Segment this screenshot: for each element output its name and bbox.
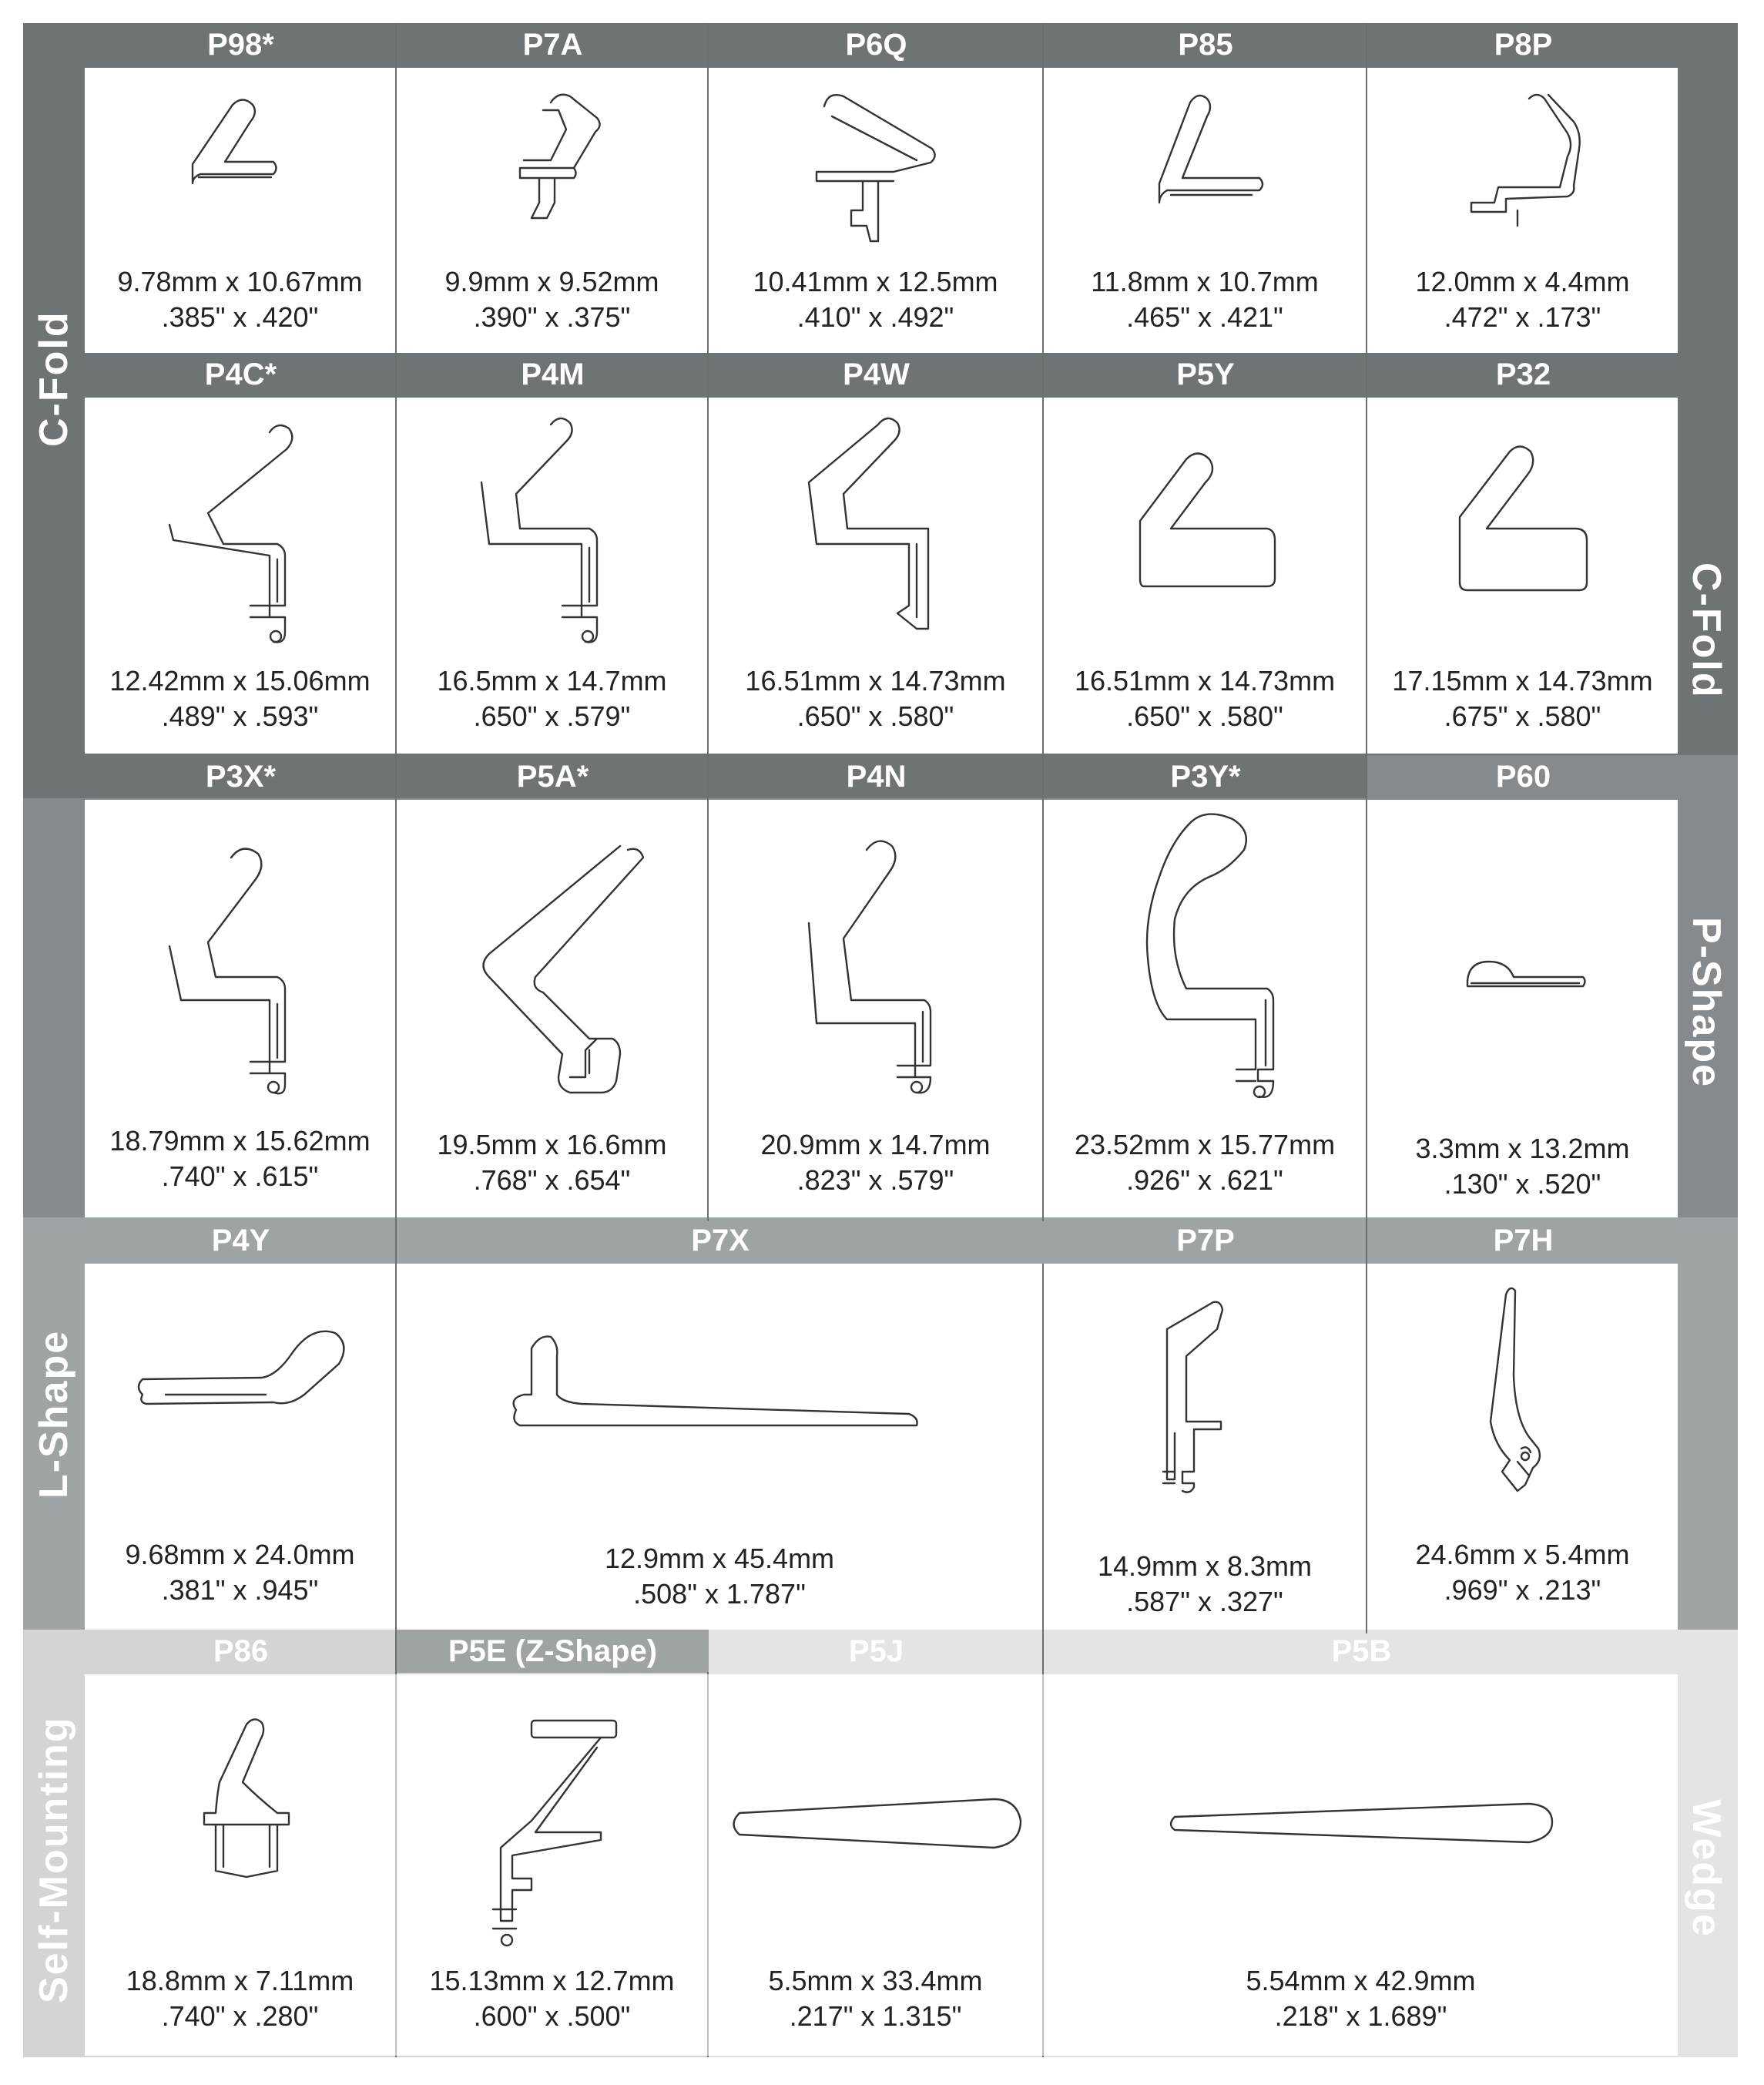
dims-p4n	[709, 1127, 1042, 1198]
cell-p85[interactable]	[1044, 68, 1366, 353]
dims-p5y	[1044, 663, 1366, 734]
divider	[1042, 1674, 1044, 2056]
header-p4m: P4M	[521, 358, 585, 391]
dims-mm: 3.3mm x 13.2mm	[1415, 1133, 1630, 1164]
dims-mm: 9.9mm x 9.52mm	[444, 266, 659, 297]
dims-inch: .410" x .492"	[796, 301, 954, 333]
profile-p98	[185, 91, 300, 191]
profile-p86	[193, 1709, 300, 1909]
header-p98: P98*	[207, 28, 274, 62]
dims-inch: .587" x .327"	[1126, 1586, 1283, 1617]
dims-mm: 11.8mm x 10.7mm	[1091, 266, 1319, 297]
dims-mm: 16.51mm x 14.73mm	[745, 665, 1006, 697]
dims-mm: 16.5mm x 14.7mm	[437, 665, 667, 697]
dims-inch: .823" x .579"	[796, 1164, 954, 1196]
dims-p4m	[397, 663, 707, 734]
dims-p5b	[1044, 1963, 1678, 2034]
section-label-wedge: Wedge	[1684, 1799, 1729, 1938]
dims-mm: 17.15mm x 14.73mm	[1392, 665, 1653, 697]
dims-inch: .130" x .520"	[1444, 1168, 1601, 1200]
dims-mm: 5.5mm x 33.4mm	[768, 1965, 983, 1996]
cell-p4c[interactable]	[85, 398, 395, 754]
dims-p8p	[1367, 264, 1678, 335]
header-p3y: P3Y*	[1170, 760, 1241, 794]
cell-p7a[interactable]	[397, 68, 707, 353]
section-label-selfmount: Self-Mounting	[32, 1716, 76, 2003]
profile-p5b	[1159, 1790, 1568, 1859]
header-p4w: P4W	[843, 358, 910, 391]
cell-p5j[interactable]	[709, 1674, 1042, 2056]
dims-p4c	[85, 663, 395, 734]
header-p8p: P8P	[1494, 28, 1553, 62]
cell-p8p[interactable]	[1367, 68, 1678, 353]
profile-p5a	[474, 842, 651, 1104]
profile-p4n	[801, 834, 971, 1096]
cell-p4n[interactable]	[709, 800, 1042, 1217]
divider	[1366, 23, 1367, 1633]
dims-mm: 14.9mm x 8.3mm	[1097, 1550, 1313, 1582]
dims-inch: .472" x .173"	[1444, 301, 1601, 333]
dims-p7p	[1044, 1549, 1366, 1620]
dims-p5e	[397, 1963, 707, 2034]
header-p5y: P5Y	[1176, 358, 1235, 391]
dims-mm: 15.13mm x 12.7mm	[429, 1965, 675, 1996]
header-p7x: P7X	[691, 1224, 750, 1257]
section-label-cfold-left: C-Fold	[32, 311, 76, 447]
cell-p7h[interactable]	[1367, 1264, 1678, 1630]
cell-p5y[interactable]	[1044, 398, 1366, 754]
dims-mm: 12.42mm x 15.06mm	[109, 665, 371, 697]
profile-p3y	[1128, 804, 1298, 1112]
cell-p3y[interactable]	[1044, 800, 1366, 1217]
divider	[707, 1674, 709, 2056]
header-p5e: P5E (Z-Shape)	[448, 1634, 658, 1668]
header-p5a: P5A*	[516, 760, 589, 794]
dims-p3y	[1044, 1127, 1366, 1198]
divider	[707, 23, 709, 1221]
cell-p5a[interactable]	[397, 800, 707, 1217]
dims-inch: .508" x 1.787"	[633, 1578, 806, 1610]
header-p86: P86	[213, 1634, 269, 1668]
cell-p4y[interactable]	[85, 1264, 395, 1630]
dims-p5a	[397, 1127, 707, 1198]
profile-p6q	[809, 87, 947, 241]
dims-p5j	[709, 1963, 1042, 2034]
dims-mm: 23.52mm x 15.77mm	[1074, 1129, 1336, 1160]
dims-inch: .218" x 1.689"	[1274, 2000, 1447, 2032]
dims-inch: .675" x .580"	[1444, 700, 1601, 732]
dims-inch: .381" x .945"	[161, 1574, 319, 1606]
profile-p7x	[497, 1325, 928, 1425]
profile-p7h	[1483, 1283, 1560, 1514]
profile-p5e	[485, 1717, 624, 1956]
header-p6q: P6Q	[845, 28, 907, 62]
cell-p5e[interactable]	[397, 1674, 707, 2056]
dims-mm: 19.5mm x 16.6mm	[437, 1129, 667, 1160]
dims-inch: .740" x .615"	[161, 1160, 319, 1192]
dims-inch: .768" x .654"	[473, 1164, 631, 1196]
dims-inch: .969" x .213"	[1444, 1574, 1601, 1606]
dims-mm: 20.9mm x 14.7mm	[760, 1129, 991, 1160]
cell-p6q[interactable]	[709, 68, 1042, 353]
header-p5b: P5B	[1331, 1634, 1392, 1668]
cell-p3x[interactable]	[85, 800, 395, 1217]
dims-p7x	[397, 1541, 1042, 1612]
dims-inch: .600" x .500"	[473, 2000, 631, 2032]
dims-p60	[1367, 1131, 1678, 1202]
section-label-pshape: P-Shape	[1684, 917, 1729, 1089]
dims-mm: 18.8mm x 7.11mm	[126, 1965, 354, 1996]
cell-p7x[interactable]	[397, 1264, 1042, 1630]
dims-mm: 10.41mm x 12.5mm	[753, 266, 998, 297]
dims-inch: .489" x .593"	[161, 700, 319, 732]
divider	[1042, 23, 1044, 1221]
dims-mm: 12.0mm x 4.4mm	[1415, 266, 1630, 297]
cell-p86[interactable]	[85, 1674, 395, 2056]
profile-p4y	[131, 1310, 362, 1410]
dims-p6q	[709, 264, 1042, 335]
cell-p4m[interactable]	[397, 398, 707, 754]
dims-inch: .385" x .420"	[161, 301, 319, 333]
dims-p4w	[709, 663, 1042, 734]
profile-p85	[1152, 87, 1267, 210]
cell-p60[interactable]	[1367, 800, 1678, 1217]
dims-inch: .217" x 1.315"	[789, 2000, 962, 2032]
dims-inch: .650" x .580"	[796, 700, 954, 732]
dims-p3x	[85, 1123, 395, 1194]
dims-mm: 9.78mm x 10.67mm	[117, 266, 363, 297]
header-p3x: P3X*	[205, 760, 277, 794]
profile-p4m	[474, 409, 643, 656]
dims-p98	[85, 264, 395, 335]
dims-inch: .650" x .580"	[1126, 700, 1283, 732]
dims-p32	[1367, 663, 1678, 734]
dims-mm: 5.54mm x 42.9mm	[1246, 1965, 1476, 1996]
header-p4y: P4Y	[211, 1224, 270, 1257]
dims-inch: .926" x .621"	[1126, 1164, 1283, 1196]
header-p4c: P4C*	[204, 358, 277, 391]
dims-inch: .740" x .280"	[161, 2000, 319, 2032]
dims-mm: 12.9mm x 45.4mm	[604, 1543, 835, 1574]
divider	[395, 1674, 397, 2056]
header-p7p: P7P	[1176, 1224, 1235, 1257]
profile-p5y	[1132, 444, 1279, 606]
header-p32: P32	[1495, 358, 1551, 391]
cell-p32[interactable]	[1367, 398, 1678, 754]
profile-p8p	[1460, 87, 1583, 226]
cell-p5b[interactable]	[1044, 1674, 1678, 2056]
section-label-cfold-right: C-Fold	[1684, 562, 1729, 699]
cell-p4w[interactable]	[709, 398, 1042, 754]
cell-p98[interactable]	[85, 68, 395, 353]
dims-p7h	[1367, 1537, 1678, 1608]
dims-p86	[85, 1963, 395, 2034]
section-label-lshape: L-Shape	[32, 1329, 76, 1499]
profile-p4w	[801, 409, 971, 640]
dims-p7a	[397, 264, 707, 335]
profile-p60	[1460, 954, 1591, 1000]
profile-p5j	[724, 1790, 1032, 1859]
profile-p7a	[505, 87, 620, 226]
cell-p7p[interactable]	[1044, 1264, 1366, 1630]
profile-p4c	[162, 417, 331, 648]
dims-mm: 24.6mm x 5.4mm	[1415, 1539, 1630, 1570]
profile-p7p	[1152, 1294, 1259, 1495]
profile-p32	[1452, 440, 1598, 609]
header-p4n: P4N	[846, 760, 907, 794]
header-p5j: P5J	[848, 1634, 904, 1668]
header-p7h: P7H	[1493, 1224, 1554, 1257]
dims-mm: 18.79mm x 15.62mm	[109, 1125, 371, 1157]
dims-inch: .390" x .375"	[473, 301, 631, 333]
dims-p85	[1044, 264, 1366, 335]
dims-inch: .465" x .421"	[1126, 301, 1283, 333]
header-p85: P85	[1178, 28, 1233, 62]
dims-mm: 16.51mm x 14.73mm	[1074, 665, 1336, 697]
profile-p3x	[162, 842, 331, 1096]
dims-mm: 9.68mm x 24.0mm	[125, 1539, 355, 1570]
dims-inch: .650" x .579"	[473, 700, 631, 732]
header-p60: P60	[1495, 760, 1551, 794]
dims-p4y	[85, 1537, 395, 1608]
header-p7a: P7A	[522, 28, 583, 62]
